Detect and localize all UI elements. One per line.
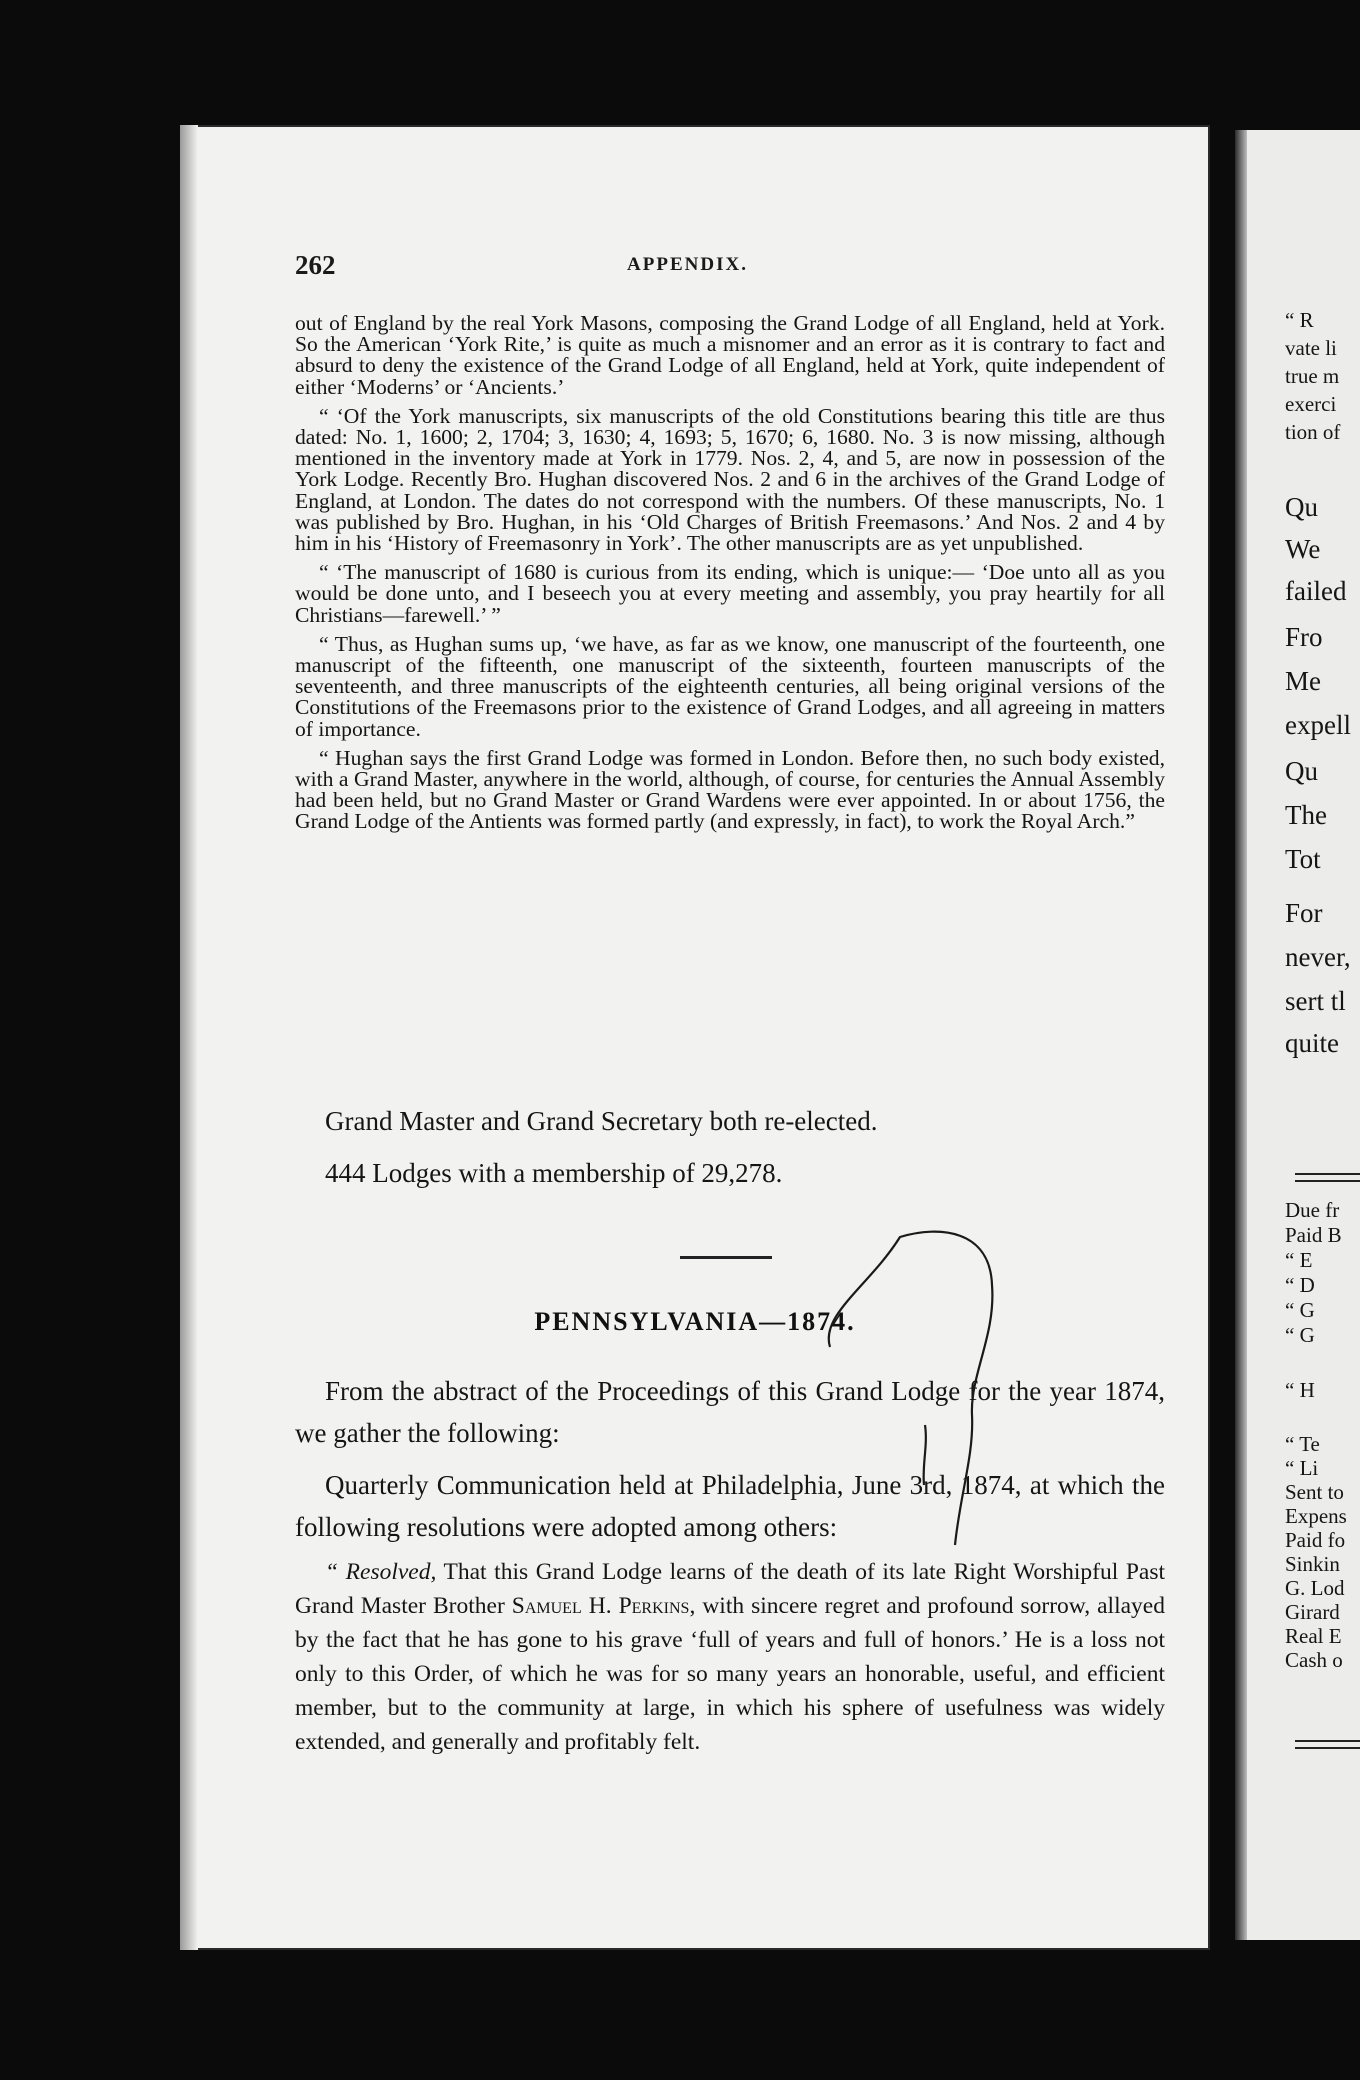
facing-text: Qu [1285,756,1318,786]
ledger-line: Paid B [1285,1223,1342,1247]
ledger-line: “ G [1285,1298,1315,1322]
ledger-rule [1295,1180,1360,1182]
person-name: Samuel H. Perkins [511,1593,690,1619]
resolution-paragraph [295,1555,1165,1759]
facing-text: We [1285,534,1321,564]
facing-text: “ R [1285,308,1314,332]
facing-text: failed [1285,576,1347,606]
section-title: APPENDIX. [627,254,748,275]
ledger-line: Cash o [1285,1648,1343,1672]
facing-text: Me [1285,666,1321,696]
paragraph: “ Hughan says the first Grand Lodge was formed in London. Before then, no such body existed, with a Grand Master, anywhere in the world, although, of course, for centuries the Annual Assembly had been held, but no Grand Master or Grand Wardens were ever appointed. In or about 1756, the Grand Lodge of the Antients was formed partly (and expressly, in fact), to work the Royal Arch.” [295,745,1165,834]
ledger-line: “ Te [1285,1432,1320,1456]
quoted-passage [295,313,1165,841]
ledger-line: Due fr [1285,1198,1340,1222]
summary-line: Grand Master and Grand Secretary both re-elected. [325,1106,878,1136]
facing-text: The [1285,800,1327,830]
facing-text: expell [1285,710,1351,740]
section-heading: PENNSYLVANIA—1874. [534,1307,856,1336]
ledger-rule [1295,1747,1360,1749]
facing-page-fragment [1235,130,1360,1940]
book-spine [1235,130,1247,1940]
paragraph: Quarterly Communication held at Philadelphia, June 3rd, 1874, at which the following resolutions were adopted among others: [295,1470,1165,1542]
paragraph: “ Thus, as Hughan sums up, ‘we have, as far as we know, one manuscript of the fourteenth, one manuscript of the fifteenth, one manuscript of the sixteenth, fourteen manuscripts of the seventeenth, and three manuscripts of the eighteenth centuries, all being original versions of the Constitutions of the Freemasons prior to the existence of Grand Lodges, and all agreeing in matters of importance. [295,631,1165,741]
facing-text: quite [1285,1028,1339,1058]
ledger-line: Real E [1285,1624,1342,1648]
ledger-rule [1295,1173,1360,1175]
facing-text: sert tl [1285,986,1346,1016]
summary-line: 444 Lodges with a membership of 29,278. [325,1158,783,1188]
ledger-line: “ D [1285,1273,1315,1297]
ledger-line: “ E [1285,1248,1313,1272]
facing-text: vate li [1285,336,1337,360]
facing-text: true m [1285,364,1340,388]
paragraph: “ ‘Of the York manuscripts, six manuscripts of the old Constitutions bearing this title are thus dated: No. 1, 1600; 2, 1704; 3, 1630; 4, 1693; 5, 1670; 6, 1680. No. 3 is now missing, although mentioned in the inventory made at York in 1779. Nos. 2, 4, and 5, are now in possession of the York Lodge. Recently Bro. Hughan discovered Nos. 2 and 6 in the archives of the Grand Lodge of England, at London. The dates do not correspond with the numbers. Of these manuscripts, No. 1 was published by Bro. Hughan, in his ‘Old Charges of British Freemasons.’ And Nos. 2 and 4 by him in his ‘History of Freemasonry in York’. The other manuscripts are as yet unpublished. [295,403,1165,556]
facing-text: Qu [1285,492,1318,522]
running-head [295,250,1080,280]
paragraph: out of England by the real York Masons, composing the Grand Lodge of all England, held at York. So the American ‘York Rite,’ is quite as much a misnomer and an error as it is contrary to fact and absurd to deny the existence of the Grand Lodge of all England, held at York, quite independent of either ‘Moderns’ or ‘Ancients.’ [295,311,1165,399]
facing-text: exerci [1285,392,1337,416]
facing-text: never, [1285,942,1351,972]
ledger-line: Girard [1285,1600,1340,1624]
book-page [180,125,1210,1950]
facing-text: tion of [1285,420,1341,444]
resolution-text: That this Grand Lodge learns of the death of its late Right Worshipful Past Grand Master Brother [295,1559,1166,1619]
facing-text: Fro [1285,622,1323,652]
ledger-line: “ Li [1285,1456,1319,1480]
ledger-line: “ G [1285,1323,1315,1347]
facing-text: Tot [1285,844,1321,874]
ledger-line: Sinkin [1285,1552,1340,1576]
ledger-line: Paid fo [1285,1528,1346,1552]
ledger-rule [1295,1740,1360,1742]
resolution-text: , with sincere regret and profound sorrow, allayed by the fact that he has gone to his grave ‘full of years and full of honors.’ He is a loss not only to this Order, of which he was for so many years an honorable, useful, and efficient member, but to the community at large, in which his sphere of usefulness was widely extended, and generally and profitably felt. [295,1593,1165,1755]
section-divider [680,1256,772,1259]
paragraph: “ ‘The manuscript of 1680 is curious from its ending, which is unique:— ‘Doe unto all as you would be done unto, and I beseech you at every meeting and assembly, you pray heartily for all Christians—farewell.’ ” [295,560,1165,627]
ledger-line: G. Lod [1285,1576,1345,1600]
ledger-line: Expens [1285,1504,1347,1528]
ledger-line: Sent to [1285,1480,1344,1504]
page-number: 262 [295,250,336,280]
resolved-lead: “ Resolved, [325,1559,437,1585]
facing-text: For [1285,898,1323,928]
summary [295,1100,1165,1204]
paragraph: From the abstract of the Proceedings of this Grand Lodge for the year 1874, we gather the following: [295,1376,1165,1448]
pennsylvania-intro [295,1370,1165,1558]
ledger-line: “ H [1285,1378,1315,1402]
